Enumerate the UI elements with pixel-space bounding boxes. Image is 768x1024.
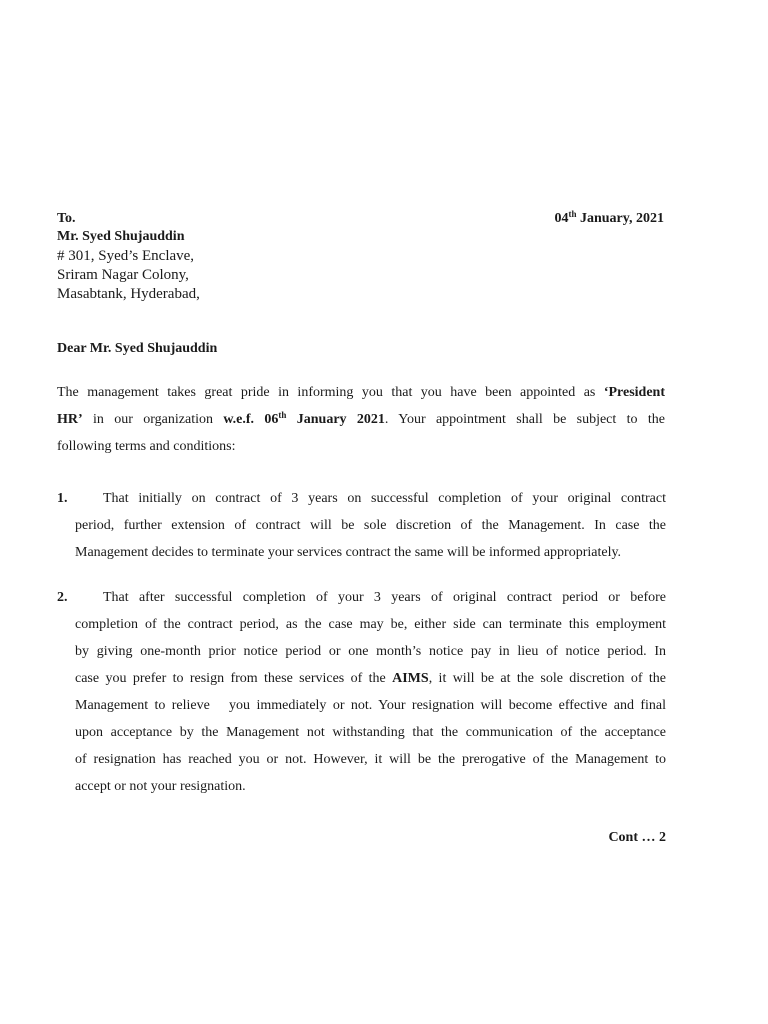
address-line: Masabtank, Hyderabad, — [57, 286, 200, 302]
effective-date — [223, 412, 385, 427]
date-rest: January, 2021 — [576, 211, 664, 226]
clause-line: That after successful completion of your 3 years of original contract period or before — [103, 590, 666, 605]
date-day: 04 — [554, 211, 569, 226]
intro-paragraph — [57, 379, 665, 460]
letter-date — [554, 211, 664, 227]
organization-name: AIMS — [392, 671, 429, 686]
clause-number: 2. — [57, 590, 68, 605]
clause-line: accept or not your resignation. — [75, 779, 246, 794]
intro-text: The management takes great pride in informing you that you have been appointed as — [57, 385, 604, 400]
clause-text: case you prefer to resign from these services of the — [75, 671, 393, 686]
clause-line: of resignation has reached you or not. However, it will be the prerogative of the Management to — [75, 752, 666, 767]
intro-text: in our organization — [82, 412, 224, 427]
address-line: Sriram Nagar Colony, — [57, 267, 189, 283]
intro-line-2 — [57, 406, 665, 433]
position-title-cont: HR’ — [57, 412, 83, 427]
recipient-name: Mr. Syed Shujauddin — [57, 229, 185, 244]
effective-prefix: w.e.f. 06 — [223, 412, 279, 427]
clause-number: 1. — [57, 491, 68, 506]
intro-text: . Your appointment shall be subject to the — [384, 412, 665, 427]
effective-date-rest: January 2021 — [286, 412, 385, 427]
date-ordinal: th — [568, 209, 577, 219]
clause-line — [75, 665, 666, 692]
clause-line: completion of the contract period, as the case may be, either side can terminate this employment — [75, 617, 666, 632]
effective-ordinal: th — [278, 410, 287, 420]
clause-2 — [75, 584, 666, 800]
address-line: # 301, Syed’s Enclave, — [57, 248, 195, 264]
clause-1 — [75, 485, 666, 566]
clause-text: , it will be at the sole discretion of the — [428, 671, 666, 686]
to-label: To. — [57, 211, 76, 226]
clause-line: Management to relieve you immediately or not. Your resignation will become effective and final — [75, 698, 666, 713]
clause-line: Management decides to terminate your services contract the same will be informed appropriately. — [75, 545, 622, 560]
clause-line: upon acceptance by the Management not withstanding that the communication of the acceptance — [75, 725, 666, 740]
salutation: Dear Mr. Syed Shujauddin — [57, 341, 218, 356]
clause-line: That initially on contract of 3 years on successful completion of your original contract — [103, 491, 666, 506]
clause-line: by giving one-month prior notice period or one month’s notice pay in lieu of notice period. In — [75, 644, 666, 659]
clause-line: period, further extension of contract will be sole discretion of the Management. In case the — [75, 518, 666, 533]
position-title: ‘President — [603, 385, 665, 400]
intro-line-3: following terms and conditions: — [57, 439, 236, 454]
recipient-address — [57, 247, 200, 304]
intro-line-1 — [57, 379, 665, 406]
continuation-marker: Cont … 2 — [608, 830, 666, 845]
